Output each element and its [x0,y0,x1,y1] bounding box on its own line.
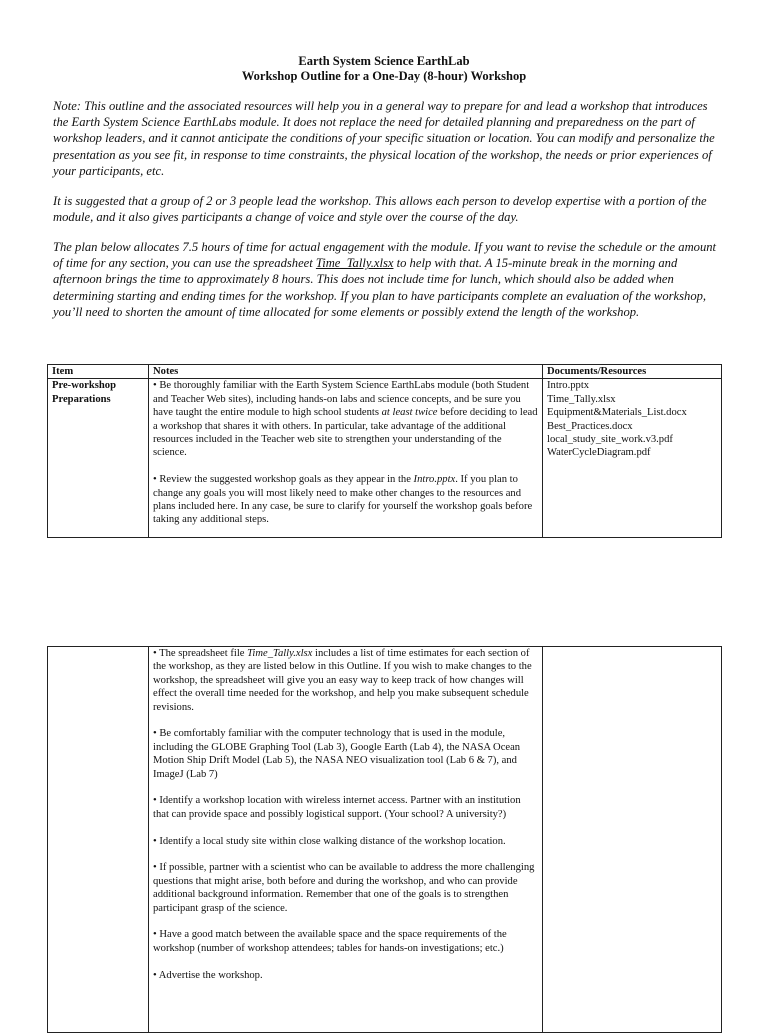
notes-cell [149,379,543,538]
resource-item: Equipment&Materials_List.docx [547,407,687,419]
note-paragraph: • The spreadsheet file Time_Tally.xlsx includes a list of time estimates for each section of the workshop, as they are listed below in this Outline. If you wish to make changes to the workshop, the spreadsheet will give you an easy way to keep track of how changes will effect the overall time needed for the workshop, and help you make subsequent schedule revisions. [153,648,532,713]
resources-cell [543,379,722,538]
table-row [48,647,722,1033]
item-line: Preparations [52,393,111,405]
resource-item: Best_Practices.docx [547,420,633,432]
intro-suggestion: It is suggested that a group of 2 or 3 people lead the workshop. This allows each person to develop expertise with a portion of the module, and it also gives participants a change of voice and style over the course of the day. [53,194,707,225]
note-paragraph: • Be comfortably familiar with the computer technology that is used in the module, including the GLOBE Graphing Tool (Lab 3), Google Earth (Lab 4), the NASA Ocean Motion Ship Drift Model (Lab 5), the NASA NEO visualization tool (Lab 6 & 7), and ImageJ (Lab 7) [153,728,521,780]
notes-cell [149,647,543,1033]
note-paragraph: • Advertise the workshop. [153,969,263,981]
note-paragraph: • Have a good match between the available space and the space requirements of the workshop (number of workshop attendees; tables for hands-on investigations; etc.) [153,929,507,954]
header-resources: Documents/Resources [543,365,722,379]
table-row [48,379,722,538]
time-tally-link[interactable]: Time_Tally.xlsx [315,256,394,271]
workshop-table-continued [47,646,722,1033]
intro-plan [53,239,718,320]
header-notes: Notes [149,365,543,379]
resource-item: Intro.pptx [547,380,590,392]
workshop-table [47,364,722,538]
intro-note: Note: This outline and the associated resources will help you in a general way to prepare for and lead a workshop that introduces the Earth System Science EarthLabs module. It does not replace the need for detailed planning and preparedness on the part of workshop leaders, and it cannot anticipate the conditions of your specific situation or location. You can modify and personalize the presentation as you see fit, in response to time constraints, the physical location of the workshop, the needs or prior experiences of your participants, etc. [53,99,715,178]
item-cell [48,647,149,1033]
document-subtitle: Workshop Outline for a One-Day (8-hour) Workshop [241,69,527,83]
document-title: Earth System Science EarthLab [298,54,470,68]
header-item: Item [48,365,149,379]
plan-text-end: to help with that. A 15-minute break in the morning and afternoon brings the time to approximately 8 hours. This does not include time for lunch, which should also be added when determining starting and ending times for the workshop. If you plan to have participants complete an evaluation of the workshop, you’ll need to shorten the amount of time allocated for some elements or possibly extend the length of the workshop. [53,256,707,319]
note-paragraph: • Identify a workshop location with wireless internet access. Partner with an institution that can provide space and possibly logistical support. (Your school? A university?) [153,795,521,820]
resource-item: Time_Tally.xlsx [547,393,616,405]
note-paragraph: • Be thoroughly familiar with the Earth System Science EarthLabs module (both Student and Teacher Web sites), including hands-on labs and science concepts, and be sure you have taught the entire module to high school students at least twice before deciding to lead a workshop that shares it with others. In particular, take advantage of the additional resources included in the Teacher web site to strengthen your understanding of the science. [153,380,538,459]
item-line: Pre-workshop [52,380,116,392]
resource-item: local_study_site_work.v3.pdf [547,434,673,446]
resource-item: WaterCycleDiagram.pdf [547,447,651,459]
plan-text-start: The plan below allocates 7.5 hours of time for actual engagement with the module. If you want to revise the schedule or the amount of time for any section, you can use the spreadsheet [53,240,717,271]
note-paragraph: • Identify a local study site within close walking distance of the workshop location. [153,835,506,847]
note-paragraph: • If possible, partner with a scientist who can be available to address the more challenging questions that might arise, both before and during the workshop, and who can provide additional background information. Remember that one of the goals is to strengthen participant grasp of the science. [153,862,535,914]
table-header-row [48,365,722,379]
resources-cell [543,647,722,1033]
note-paragraph: • Review the suggested workshop goals as they appear in the Intro.pptx. If you plan to change any goals you will most likely need to make other changes to the resources and plans included here. In any case, be sure to clarify for yourself the workshop goals before taking any additional steps. [153,474,533,526]
item-cell [48,379,149,538]
